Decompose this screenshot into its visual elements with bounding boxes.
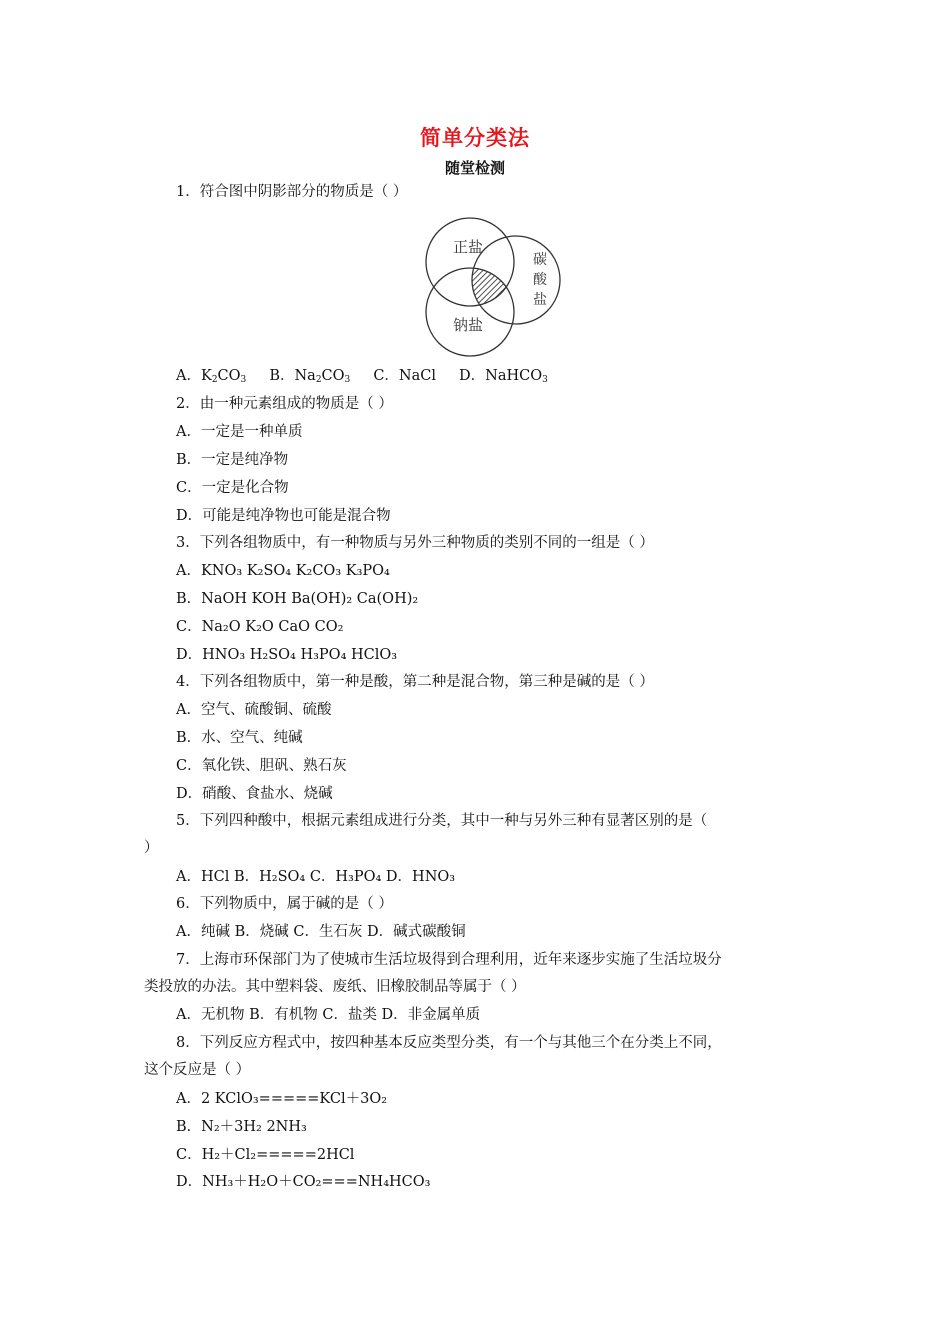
venn-circle-sodium-salt — [426, 268, 514, 356]
q1-option-a: A．$K_2CO_3$ — [176, 368, 247, 385]
q2-option-c: C．一定是化合物 — [176, 480, 289, 496]
q4-option-c: C．氧化铁、胆矾、熟石灰 — [176, 758, 347, 774]
q4-option-d: D．硝酸、食盐水、烧碱 — [176, 786, 333, 802]
q3-option-d: D．HNO₃ H₂SO₄ H₃PO₄ HClO₃ — [176, 647, 398, 663]
q2-option-a: A．一定是一种单质 — [176, 424, 303, 440]
venn-label-carbonate-1: 碳 — [533, 252, 547, 268]
q8-option-c: C．H₂＋Cl₂=====2HCl — [176, 1147, 355, 1163]
q1-option-d: D．NaHCO$_3$ — [459, 368, 548, 385]
question-6-stem: 6．下列物质中，属于碱的是（ ） — [176, 896, 393, 912]
q5-options: A．HCl B．H₂SO₄ C．H₃PO₄ D．HNO₃ — [176, 869, 456, 885]
question-2-stem: 2．由一种元素组成的物质是（ ） — [176, 396, 393, 412]
q7-options: A．无机物 B．有机物 C．盐类 D．非金属单质 — [176, 1007, 481, 1023]
q3-option-b: B．NaOH KOH Ba(OH)₂ Ca(OH)₂ — [176, 591, 419, 607]
venn-label-carbonate-3: 盐 — [533, 292, 547, 308]
venn-circle-normal-salt — [426, 218, 514, 306]
question-5-stem-continued: ） — [144, 840, 159, 856]
question-5-stem: 5．下列四种酸中，根据元素组成进行分类，其中一种与另外三种有显著区别的是（ — [176, 813, 708, 829]
question-8-stem: 8．下列反应方程式中，按四种基本反应类型分类，有一个与其他三个在分类上不同， — [176, 1035, 722, 1051]
q1-option-b: B．$Na_2CO_3$ — [269, 368, 351, 385]
question-8-stem-continued: 这个反应是（ ） — [144, 1062, 251, 1078]
question-7-stem-continued: 类投放的办法。其中塑料袋、废纸、旧橡胶制品等属于（ ） — [144, 979, 526, 995]
q2-option-d: D．可能是纯净物也可能是混合物 — [176, 508, 391, 524]
q2-option-b: B．一定是纯净物 — [176, 452, 289, 468]
section-subtitle: 随堂检测 — [444, 159, 505, 177]
question-1-options — [176, 366, 548, 386]
question-7-stem: 7．上海市环保部门为了使城市生活垃圾得到合理利用，近年来逐步实施了生活垃圾分 — [176, 952, 722, 968]
q4-option-a: A．空气、硫酸铜、硫酸 — [176, 702, 332, 718]
venn-label-normal-salt: 正盐 — [452, 238, 484, 256]
q6-options: A．纯碱 B．烧碱 C．生石灰 D．碱式碳酸铜 — [176, 924, 466, 940]
q8-option-a: A．2 KClO₃=====KCl＋3O₂ — [176, 1091, 388, 1107]
document-title: 简单分类法 — [420, 125, 530, 150]
q4-option-b: B．水、空气、纯碱 — [176, 730, 303, 746]
venn-label-sodium-salt: 钠盐 — [452, 316, 484, 334]
q3-option-c: C．Na₂O K₂O CaO CO₂ — [176, 619, 344, 635]
q1-option-c: C．NaCl — [373, 368, 436, 384]
q8-option-b: B．N₂＋3H₂ 2NH₃ — [176, 1119, 307, 1135]
q3-option-a: A．KNO₃ K₂SO₄ K₂CO₃ K₃PO₄ — [176, 563, 390, 579]
q8-option-d: D．NH₃＋H₂O＋CO₂===NH₄HCO₃ — [176, 1174, 431, 1190]
question-3-stem: 3．下列各组物质中，有一种物质与另外三种物质的类别不同的一组是（ ） — [176, 535, 654, 551]
venn-label-carbonate-2: 酸 — [533, 272, 547, 288]
venn-diagram — [422, 212, 572, 358]
question-1-stem: 1．符合图中阴影部分的物质是（ ） — [176, 184, 408, 200]
question-4-stem: 4．下列各组物质中，第一种是酸，第二种是混合物，第三种是碱的是（ ） — [176, 674, 654, 690]
